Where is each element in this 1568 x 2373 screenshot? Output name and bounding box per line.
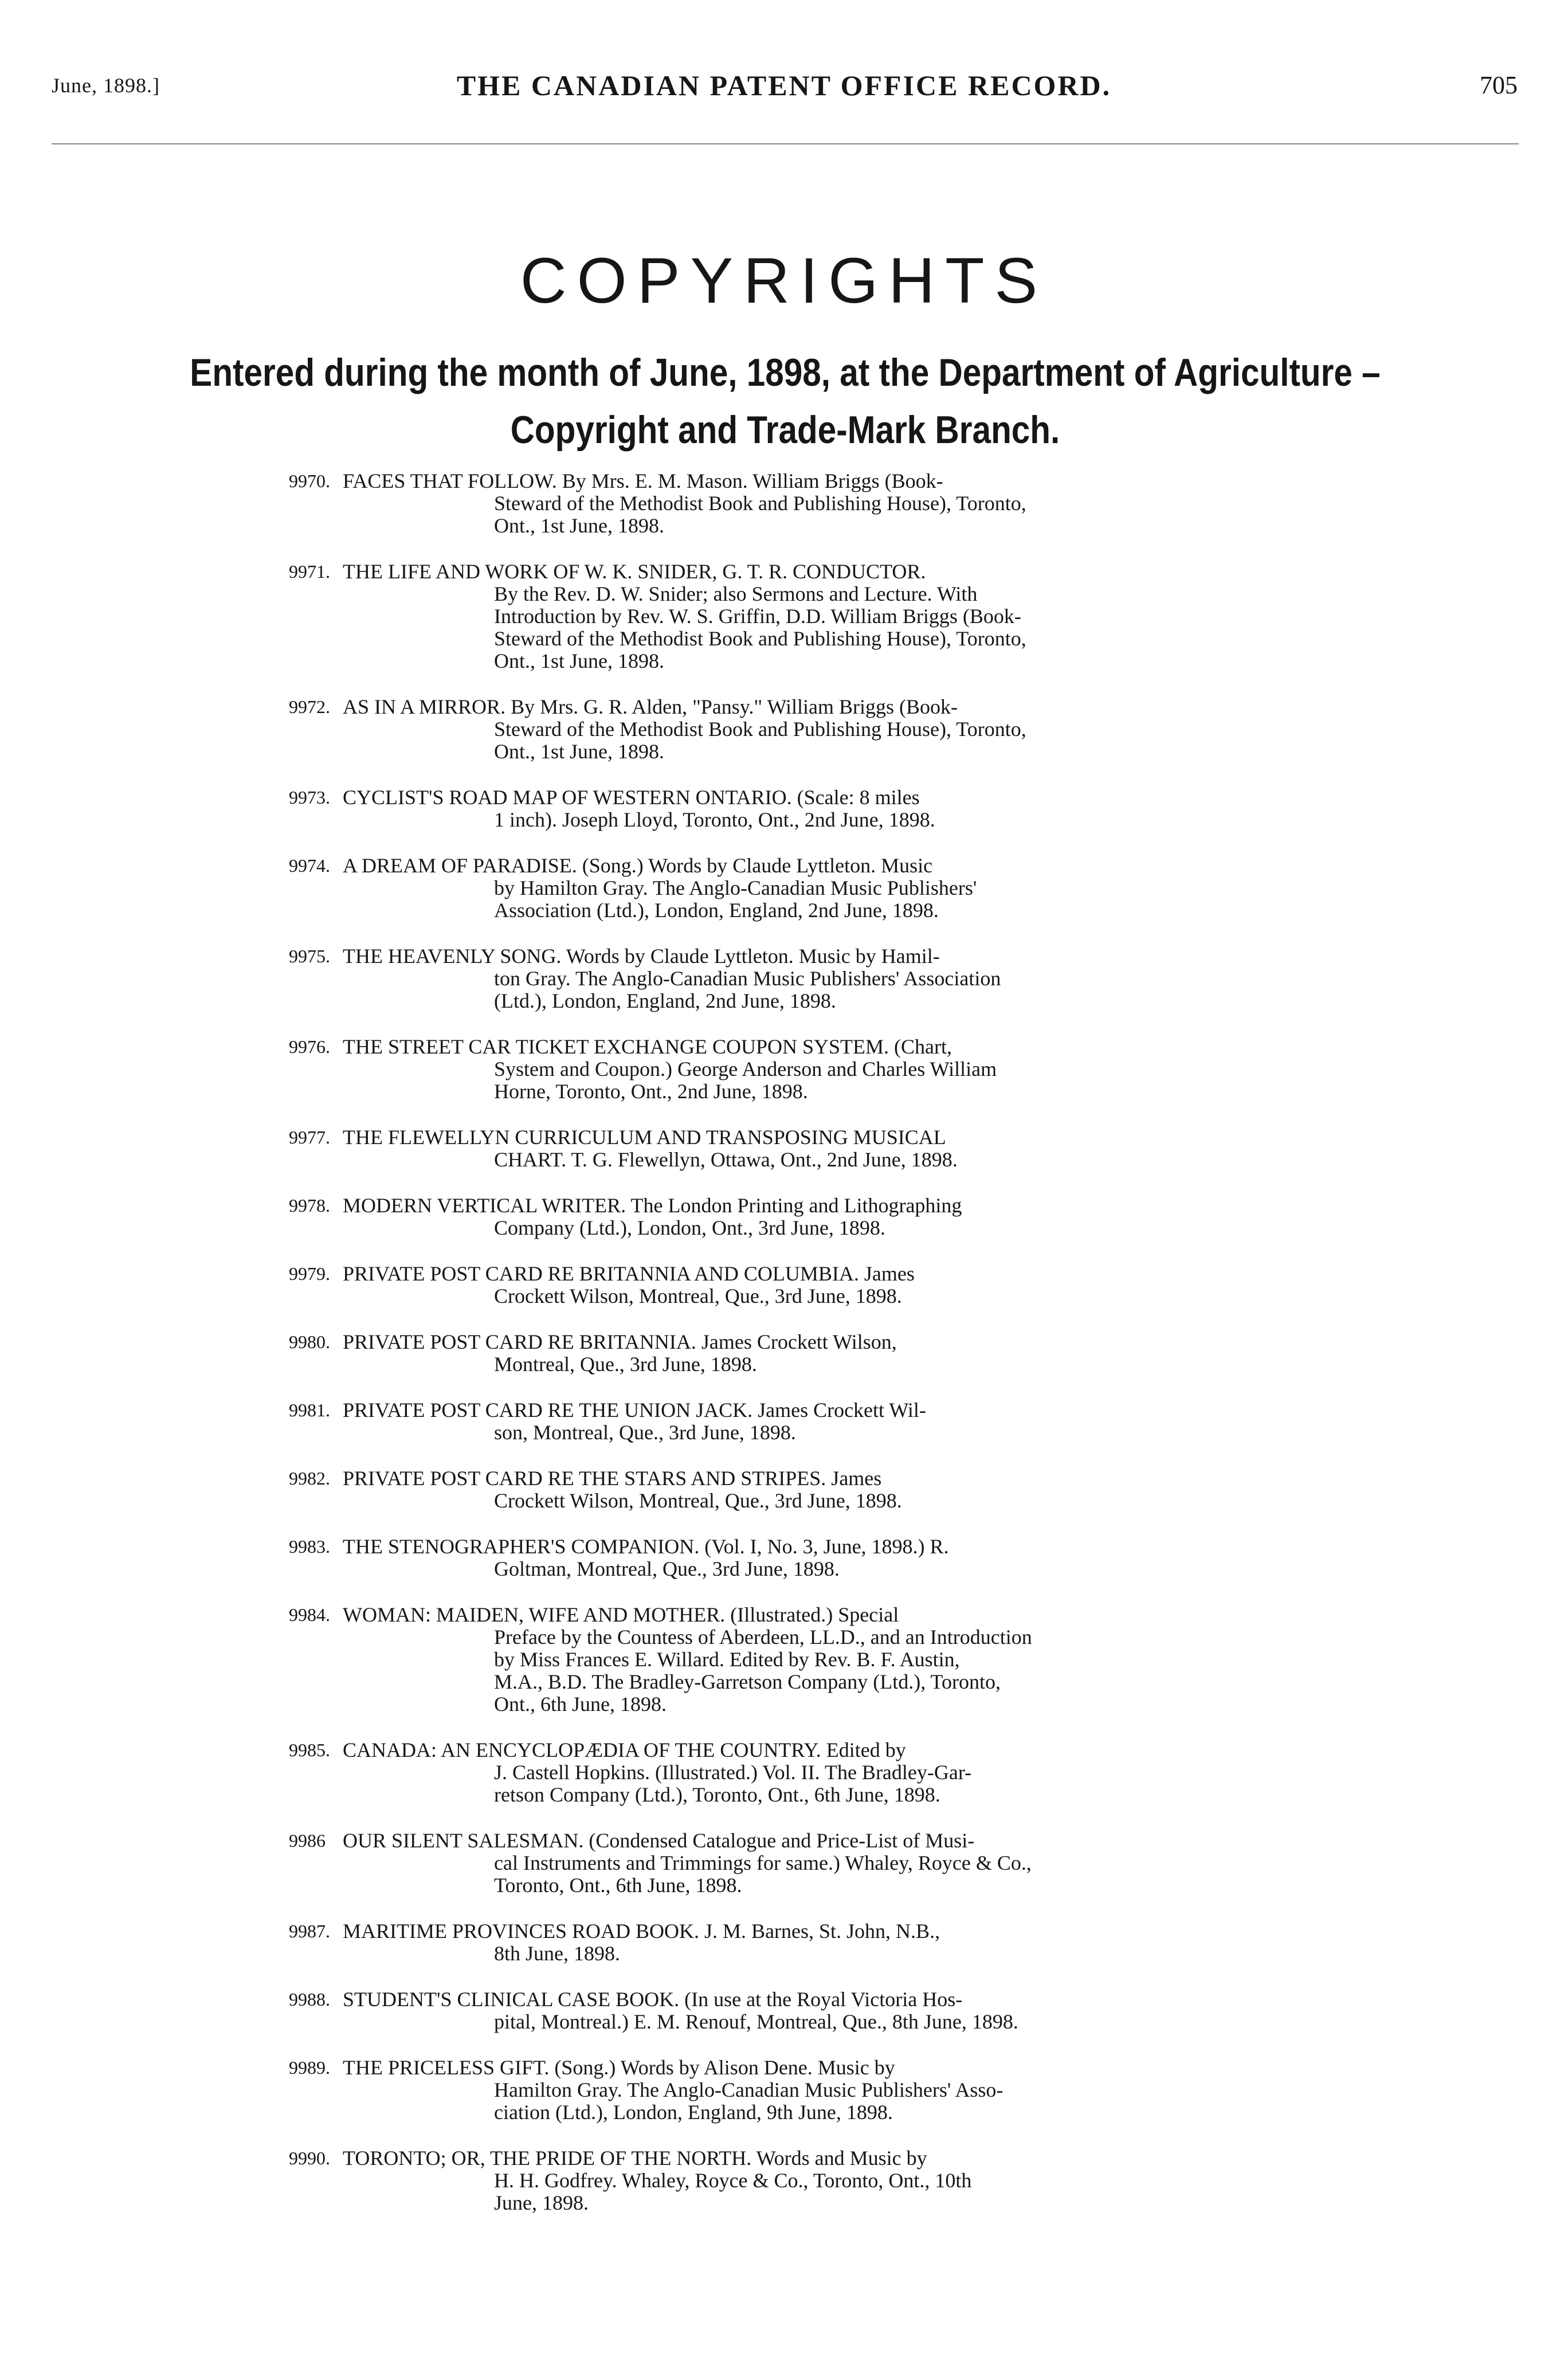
copyright-entry <box>289 1330 1277 1376</box>
entry-text <box>343 855 1277 922</box>
copyright-entry <box>289 1467 1277 1512</box>
entry-number: 9970. <box>289 471 330 491</box>
copyright-entry <box>289 2056 1277 2124</box>
entry-text-line: Crockett Wilson, Montreal, Que., 3rd June, 1898. <box>494 1285 902 1307</box>
entry-text-line: THE HEAVENLY SONG. Words by Claude Lyttleton. Music by Hamil- <box>343 945 940 968</box>
entry-text-line: MARITIME PROVINCES ROAD BOOK. J. M. Barnes, St. John, N.B., <box>343 1920 940 1943</box>
entry-text-line: STUDENT'S CLINICAL CASE BOOK. (In use at the Royal Victoria Hos- <box>343 1988 963 2011</box>
entry-text <box>343 1195 1277 1239</box>
entry-text-line: WOMAN: MAIDEN, WIFE AND MOTHER. (Illustrated.) Special <box>343 1603 899 1626</box>
copyright-entry <box>289 1126 1277 1171</box>
entry-text <box>343 1604 1277 1716</box>
entry-number: 9982. <box>289 1468 330 1489</box>
copyright-entry <box>289 1603 1277 1716</box>
copyright-entry <box>289 854 1277 922</box>
entry-text-line: MODERN VERTICAL WRITER. The London Printing and Lithographing <box>343 1194 962 1217</box>
entry-text-line: Crockett Wilson, Montreal, Que., 3rd June, 1898. <box>494 1489 902 1512</box>
entry-text-line: A DREAM OF PARADISE. (Song.) Words by Claude Lyttleton. Music <box>343 854 933 877</box>
copyright-entry <box>289 1738 1277 1806</box>
header-rule <box>52 143 1519 144</box>
entry-number: 9977. <box>289 1127 330 1148</box>
entry-number: 9989. <box>289 2057 330 2078</box>
entry-text-line: CYCLIST'S ROAD MAP OF WESTERN ONTARIO. (Scale: 8 miles <box>343 786 920 809</box>
entry-text-line: Toronto, Ont., 6th June, 1898. <box>494 1874 742 1897</box>
entry-text-line: FACES THAT FOLLOW. By Mrs. E. M. Mason. William Briggs (Book- <box>343 469 943 492</box>
entry-text <box>343 470 1277 537</box>
entry-number: 9976. <box>289 1036 330 1057</box>
entry-text-line: 8th June, 1898. <box>494 1942 620 1965</box>
entry-text-line: CHART. T. G. Flewellyn, Ottawa, Ont., 2nd June, 1898. <box>494 1148 958 1171</box>
entry-text <box>343 2057 1277 2124</box>
entry-text-line: (Ltd.), London, England, 2nd June, 1898. <box>494 989 836 1012</box>
subtitle-line-1: Entered during the month of June, 1898, at the Department of Agriculture – <box>190 351 1381 394</box>
entry-text-line: by Hamilton Gray. The Anglo-Canadian Music Publishers' <box>494 876 977 899</box>
entry-text-line: Preface by the Countess of Aberdeen, LL.D., and an Introduction <box>494 1626 1032 1648</box>
entry-text-line: THE LIFE AND WORK OF W. K. SNIDER, G. T. R. CONDUCTOR. <box>343 560 926 583</box>
entry-text <box>343 1467 1277 1512</box>
entry-number: 9978. <box>289 1195 330 1216</box>
entry-text-line: pital, Montreal.) E. M. Renouf, Montreal, Que., 8th June, 1898. <box>494 2010 1018 2033</box>
copyright-entry <box>289 2147 1277 2214</box>
entry-number: 9988. <box>289 1989 330 2010</box>
page-title: COPYRIGHTS <box>520 245 1048 316</box>
entry-number: 9973. <box>289 787 330 808</box>
entry-text-line: Goltman, Montreal, Que., 3rd June, 1898. <box>494 1557 840 1580</box>
entry-number: 9974. <box>289 855 330 876</box>
entry-text-line: son, Montreal, Que., 3rd June, 1898. <box>494 1421 796 1444</box>
entry-text-line: June, 1898. <box>494 2191 589 2214</box>
entry-text-line: THE STENOGRAPHER'S COMPANION. (Vol. I, No. 3, June, 1898.) R. <box>343 1535 949 1558</box>
entry-number: 9985. <box>289 1740 330 1760</box>
entry-text-line: Association (Ltd.), London, England, 2nd June, 1898. <box>494 899 939 922</box>
entry-text-line: cal Instruments and Trimmings for same.) Whaley, Royce & Co., <box>494 1851 1032 1874</box>
entry-number: 9972. <box>289 696 330 717</box>
entry-number: 9971. <box>289 561 330 582</box>
entry-text <box>343 1263 1277 1307</box>
entry-text-line: Montreal, Que., 3rd June, 1898. <box>494 1353 757 1376</box>
entry-text-line: OUR SILENT SALESMAN. (Condensed Catalogue and Price-List of Musi- <box>343 1829 975 1852</box>
entry-text-line: PRIVATE POST CARD RE THE STARS AND STRIPES. James <box>343 1467 882 1490</box>
entry-number: 9987. <box>289 1921 330 1941</box>
entry-text-line: THE PRICELESS GIFT. (Song.) Words by Alison Dene. Music by <box>343 2056 895 2079</box>
copyright-entry <box>289 695 1277 763</box>
entry-text-line: ciation (Ltd.), London, England, 9th June, 1898. <box>494 2101 893 2124</box>
entry-text-line: Introduction by Rev. W. S. Griffin, D.D. William Briggs (Book- <box>494 605 1021 628</box>
entry-text-line: THE FLEWELLYN CURRICULUM AND TRANSPOSING MUSICAL <box>343 1126 946 1149</box>
copyright-entry <box>289 469 1277 537</box>
entry-text <box>343 1399 1277 1444</box>
entry-text-line: J. Castell Hopkins. (Illustrated.) Vol. II. The Bradley-Gar- <box>494 1761 972 1784</box>
entry-text-line: H. H. Godfrey. Whaley, Royce & Co., Toronto, Ont., 10th <box>494 2169 972 2192</box>
copyright-entry-list <box>289 469 1277 2238</box>
entry-text-line: System and Coupon.) George Anderson and Charles William <box>494 1058 997 1080</box>
entry-text-line: retson Company (Ltd.), Toronto, Ont., 6th June, 1898. <box>494 1783 940 1806</box>
entry-text <box>343 1536 1277 1580</box>
copyright-entry <box>289 1035 1277 1103</box>
entry-text <box>343 945 1277 1012</box>
entry-number: 9984. <box>289 1604 330 1625</box>
entry-number: 9981. <box>289 1400 330 1420</box>
entry-text-line: By the Rev. D. W. Snider; also Sermons and Lecture. With <box>494 582 978 605</box>
header-date: June, 1898.] <box>52 74 160 97</box>
header-journal-title: THE CANADIAN PATENT OFFICE RECORD. <box>456 69 1112 101</box>
entry-number: 9990. <box>289 2148 330 2168</box>
copyright-entry <box>289 1399 1277 1444</box>
entry-text-line: Steward of the Methodist Book and Publishing House), Toronto, <box>494 627 1026 650</box>
entry-text <box>343 786 1277 831</box>
copyright-entry <box>289 945 1277 1012</box>
entry-text-line: by Miss Frances E. Willard. Edited by Rev. B. F. Austin, <box>494 1648 960 1671</box>
entry-text-line: Ont., 6th June, 1898. <box>494 1693 667 1716</box>
copyright-entry <box>289 1988 1277 2033</box>
entry-text-line: Horne, Toronto, Ont., 2nd June, 1898. <box>494 1080 808 1103</box>
entry-text <box>343 1739 1277 1806</box>
copyright-entry <box>289 1535 1277 1580</box>
copyright-entry <box>289 560 1277 672</box>
entry-number: 9980. <box>289 1332 330 1352</box>
entry-text-line: AS IN A MIRROR. By Mrs. G. R. Alden, "Pansy." William Briggs (Book- <box>343 695 958 718</box>
entry-text-line: THE STREET CAR TICKET EXCHANGE COUPON SYSTEM. (Chart, <box>343 1035 952 1058</box>
entry-number: 9986 <box>289 1830 326 1851</box>
entry-text-line: Ont., 1st June, 1898. <box>494 740 664 763</box>
entry-text-line: Ont., 1st June, 1898. <box>494 649 664 672</box>
entry-text-line: CANADA: AN ENCYCLOPÆDIA OF THE COUNTRY. Edited by <box>343 1738 906 1761</box>
entry-text-line: ton Gray. The Anglo-Canadian Music Publishers' Association <box>494 967 1001 990</box>
entry-text <box>343 696 1277 763</box>
entry-text <box>343 1126 1277 1171</box>
entry-text-line: Ont., 1st June, 1898. <box>494 514 664 537</box>
entry-text-line: Steward of the Methodist Book and Publishing House), Toronto, <box>494 718 1026 741</box>
entry-text-line: Company (Ltd.), London, Ont., 3rd June, 1898. <box>494 1216 885 1239</box>
copyright-entry <box>289 786 1277 831</box>
entry-text-line: PRIVATE POST CARD RE BRITANNIA. James Crockett Wilson, <box>343 1330 897 1353</box>
entry-text-line: M.A., B.D. The Bradley-Garretson Company (Ltd.), Toronto, <box>494 1670 1001 1693</box>
page-subtitle <box>139 344 1430 459</box>
entry-number: 9979. <box>289 1263 330 1284</box>
copyright-entry <box>289 1920 1277 1965</box>
entry-text <box>343 1830 1277 1897</box>
subtitle-line-2: Copyright and Trade-Mark Branch. <box>510 408 1060 452</box>
entry-text <box>343 1331 1277 1376</box>
entry-text-line: TORONTO; OR, THE PRIDE OF THE NORTH. Words and Music by <box>343 2147 927 2170</box>
entry-text <box>343 561 1277 672</box>
entry-text-line: Steward of the Methodist Book and Publishing House), Toronto, <box>494 492 1026 515</box>
page-number: 705 <box>1480 71 1518 99</box>
entry-number: 9975. <box>289 946 330 966</box>
entry-text-line: PRIVATE POST CARD RE THE UNION JACK. James Crockett Wil- <box>343 1399 926 1422</box>
entry-text <box>343 1988 1277 2033</box>
entry-text-line: 1 inch). Joseph Lloyd, Toronto, Ont., 2nd June, 1898. <box>494 808 935 831</box>
copyright-entry <box>289 1262 1277 1307</box>
entry-text <box>343 2147 1277 2214</box>
copyright-entry <box>289 1194 1277 1239</box>
entry-text-line: Hamilton Gray. The Anglo-Canadian Music Publishers' Asso- <box>494 2078 1003 2101</box>
entry-text-line: PRIVATE POST CARD RE BRITANNIA AND COLUMBIA. James <box>343 1262 915 1285</box>
copyright-entry <box>289 1829 1277 1897</box>
entry-number: 9983. <box>289 1536 330 1557</box>
entry-text <box>343 1920 1277 1965</box>
entry-text <box>343 1036 1277 1103</box>
